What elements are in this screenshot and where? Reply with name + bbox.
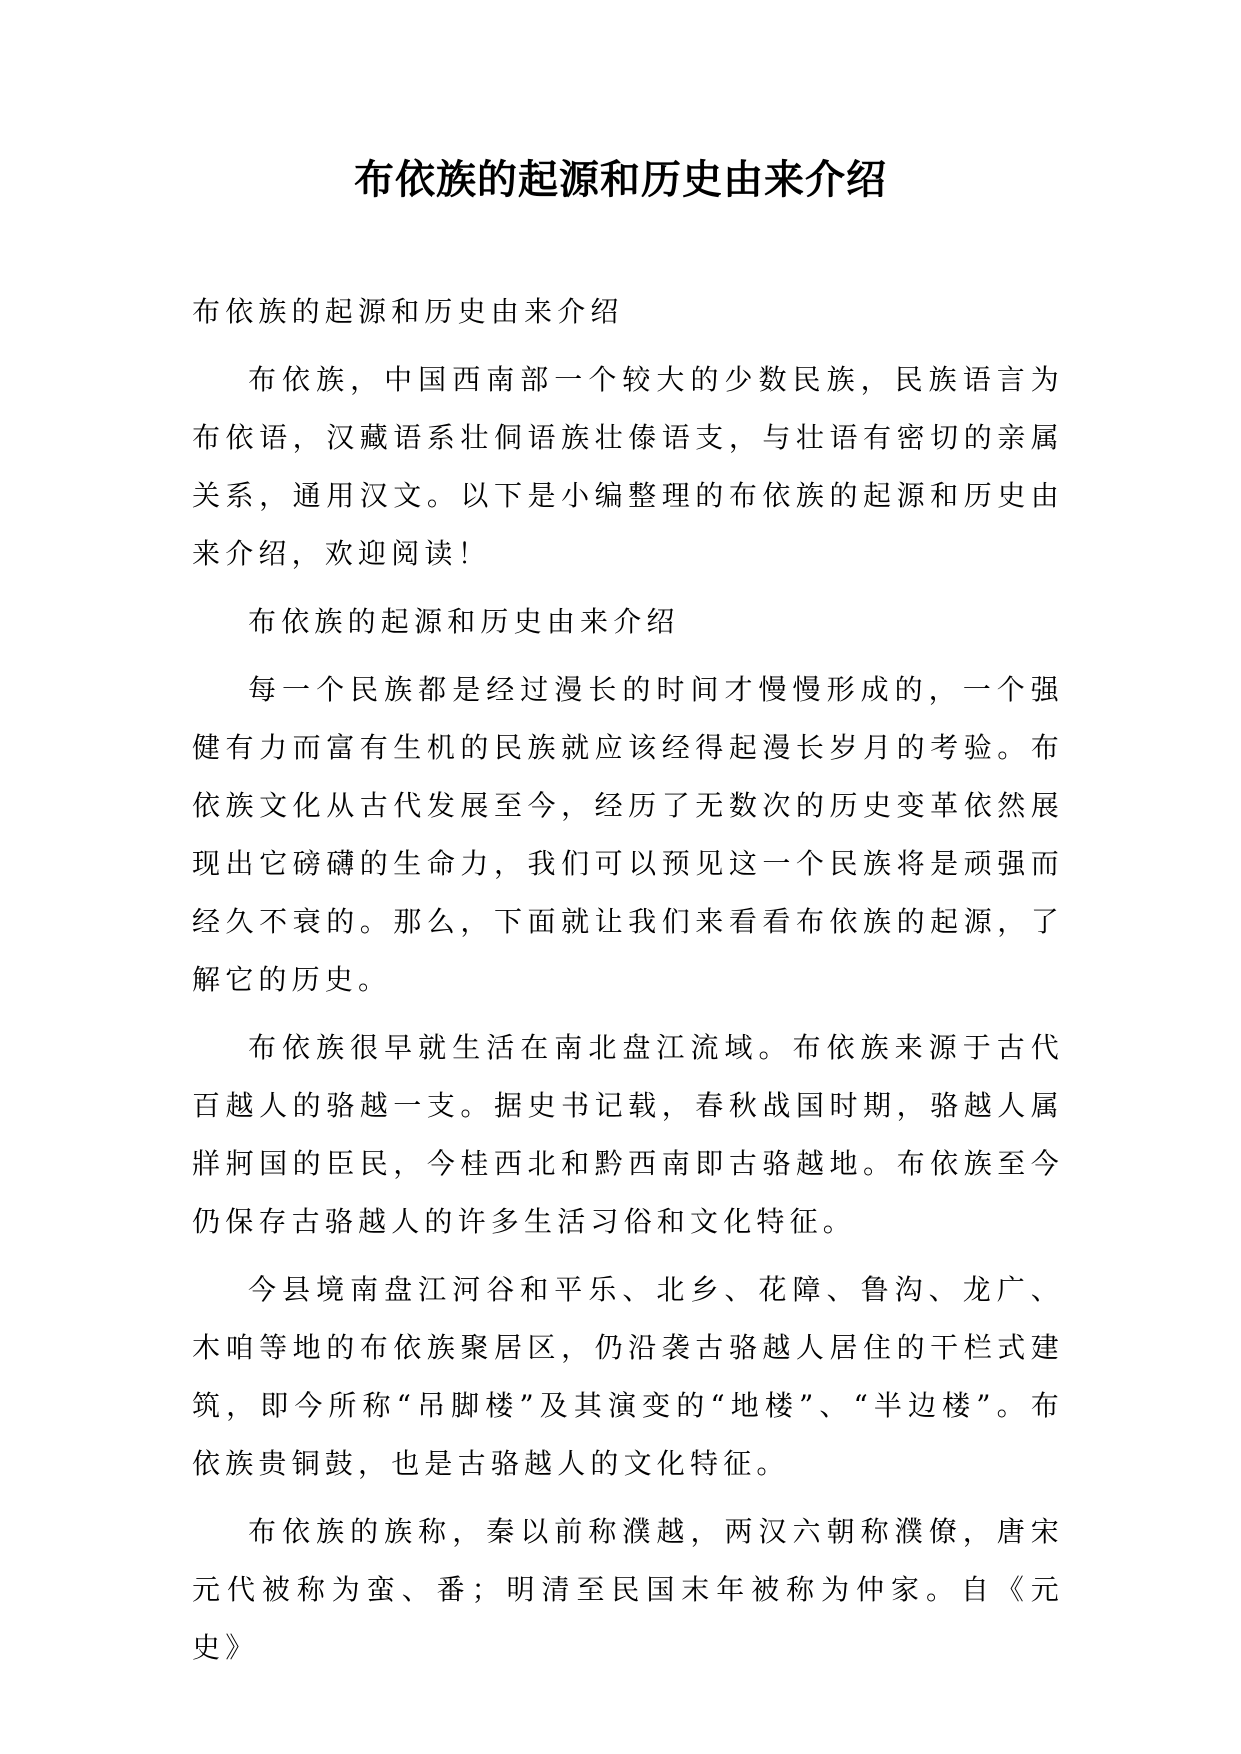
document-body xyxy=(192,283,1064,1677)
body-paragraph: 布依族的族称，秦以前称濮越，两汉六朝称濮僚，唐宋元代被称为蛮、番；明清至民国末年被称为仲家。自《元史》 xyxy=(192,1515,1064,1664)
section-heading-paragraph: 布依族的起源和历史由来介绍 xyxy=(248,605,680,638)
body-paragraph: 布依族很早就生活在南北盘江流域。布依族来源于古代百越人的骆越一支。据史书记载，春秋战国时期，骆越人属牂牁国的臣民，今桂西北和黔西南即古骆越地。布依族至今仍保存古骆越人的许多生活习俗和文化特征。 xyxy=(192,1031,1064,1238)
intro-paragraph: 布依族，中国西南部一个较大的少数民族，民族语言为布依语，汉藏语系壮侗语族壮傣语支，与壮语有密切的亲属关系，通用汉文。以下是小编整理的布依族的起源和历史由来介绍，欢迎阅读！ xyxy=(192,363,1064,570)
document-title: 布依族的起源和历史由来介绍 xyxy=(354,157,887,203)
body-paragraph: 每一个民族都是经过漫长的时间才慢慢形成的，一个强健有力而富有生机的民族就应该经得起漫长岁月的考验。布依族文化从古代发展至今，经历了无数次的历史变革依然展现出它磅礴的生命力，我们可以预见这一个民族将是顽强而经久不衰的。那么，下面就让我们来看看布依族的起源，了解它的历史。 xyxy=(192,673,1064,996)
body-paragraph: 今县境南盘江河谷和平乐、北乡、花障、鲁沟、龙广、木咱等地的布依族聚居区，仍沿袭古骆越人居住的干栏式建筑，即今所称“吊脚楼”及其演变的“地楼”、“半边楼”。布依族贵铜鼓，也是古骆越人的文化特征。 xyxy=(192,1273,1064,1480)
subtitle-paragraph: 布依族的起源和历史由来介绍 xyxy=(192,295,624,328)
